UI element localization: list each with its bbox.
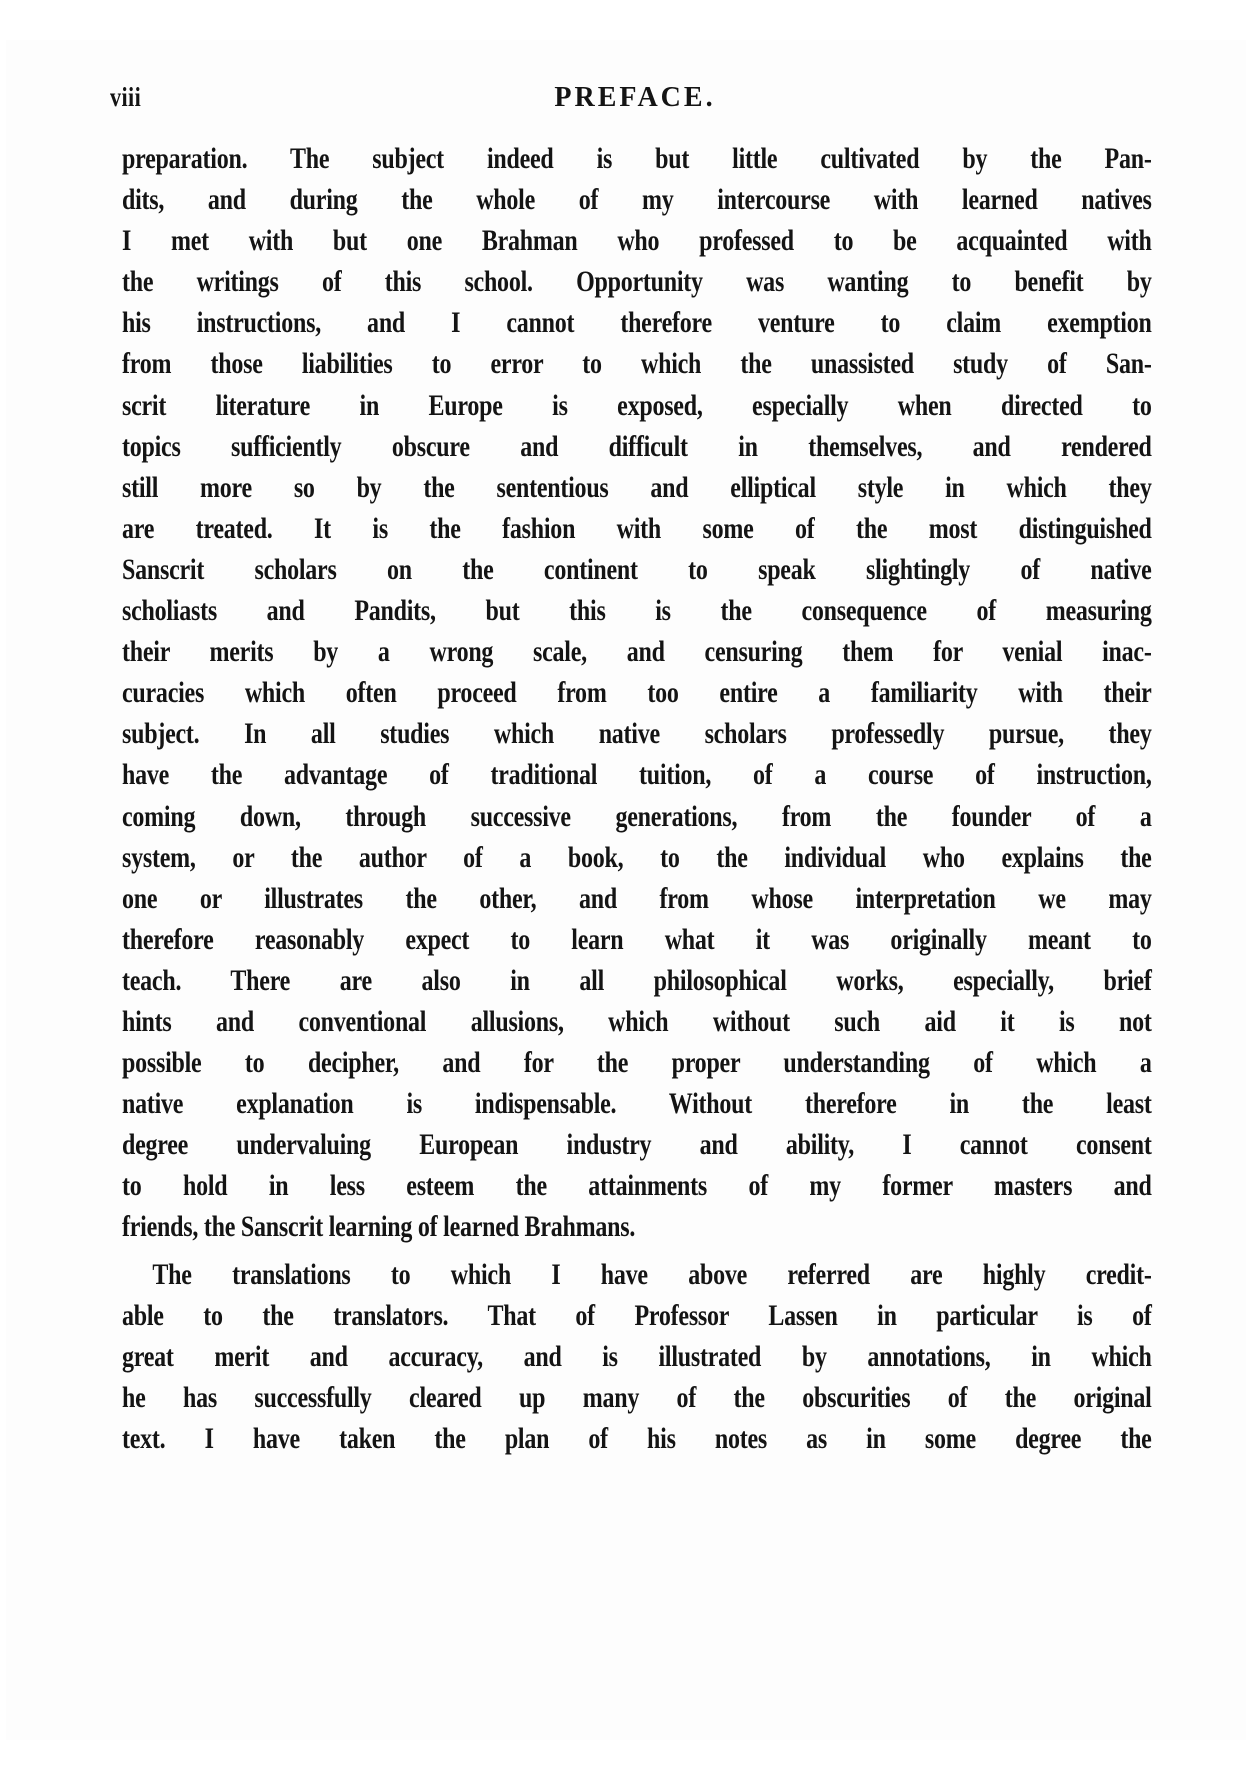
text-line: to hold in less esteem the attainments of my former masters and — [122, 1169, 1152, 1203]
text-line: hints and conventional allusions, which without such aid it is not — [122, 1004, 1152, 1038]
text-line: teach. There are also in all philosophical works, especially, brief — [122, 963, 1152, 997]
text-line: able to the translators. That of Professor Lassen in particular is of — [122, 1298, 1152, 1332]
text-line: the writings of this school. Opportunity was wanting to benefit by — [122, 265, 1152, 299]
page-number: viii — [110, 82, 142, 112]
body-text — [122, 138, 1152, 1459]
text-line: subject. In all studies which native scholars professedly pursue, they — [122, 717, 1152, 751]
text-line: he has successfully cleared up many of the obscurities of the original — [122, 1380, 1152, 1414]
text-line: preparation. The subject indeed is but little cultivated by the Pan- — [122, 142, 1152, 175]
text-line: therefore reasonably expect to learn what it was originally meant to — [122, 922, 1152, 956]
text-line: Sanscrit scholars on the continent to speak slightingly of native — [122, 552, 1152, 586]
paragraph-1 — [122, 138, 1152, 1248]
page-header — [0, 82, 1259, 118]
text-line: topics sufficiently obscure and difficult in themselves, and rendered — [122, 429, 1152, 463]
text-line: still more so by the sententious and elliptical style in which they — [122, 470, 1152, 504]
text-line: one or illustrates the other, and from whose interpretation we may — [122, 881, 1152, 915]
text-line: coming down, through successive generations, from the founder of a — [122, 799, 1152, 833]
text-line: are treated. It is the fashion with some of the most distinguished — [122, 511, 1152, 545]
text-line: native explanation is indispensable. Without therefore in the least — [122, 1087, 1152, 1121]
text-line: scrit literature in Europe is exposed, especially when directed to — [122, 388, 1152, 422]
text-line: friends, the Sanscrit learning of learned Brahmans. — [122, 1210, 636, 1244]
text-line: their merits by a wrong scale, and censuring them for venial inac- — [122, 635, 1152, 669]
text-line: text. I have taken the plan of his notes as in some degree the — [122, 1421, 1152, 1455]
text-line: degree undervaluing European industry and ability, I cannot consent — [122, 1128, 1152, 1162]
text-line: curacies which often proceed from too entire a familiarity with their — [122, 676, 1152, 710]
text-line: I met with but one Brahman who professed to be acquainted with — [122, 224, 1152, 258]
text-line: scholiasts and Pandits, but this is the consequence of measuring — [122, 594, 1152, 628]
text-line: from those liabilities to error to which the unassisted study of San- — [122, 347, 1152, 381]
text-line: possible to decipher, and for the proper understanding of which a — [122, 1046, 1152, 1080]
text-line: The translations to which I have above referred are highly credit- — [152, 1257, 1152, 1291]
running-title: PREFACE. — [554, 82, 716, 113]
paragraph-2 — [122, 1254, 1152, 1459]
text-line: his instructions, and I cannot therefore venture to claim exemption — [122, 306, 1152, 340]
text-line: dits, and during the whole of my intercourse with learned natives — [122, 183, 1152, 217]
text-line: great merit and accuracy, and is illustrated by annotations, in which — [122, 1339, 1152, 1373]
text-line: system, or the author of a book, to the individual who explains the — [122, 840, 1152, 874]
text-line: have the advantage of traditional tuition, of a course of instruction, — [122, 758, 1152, 792]
